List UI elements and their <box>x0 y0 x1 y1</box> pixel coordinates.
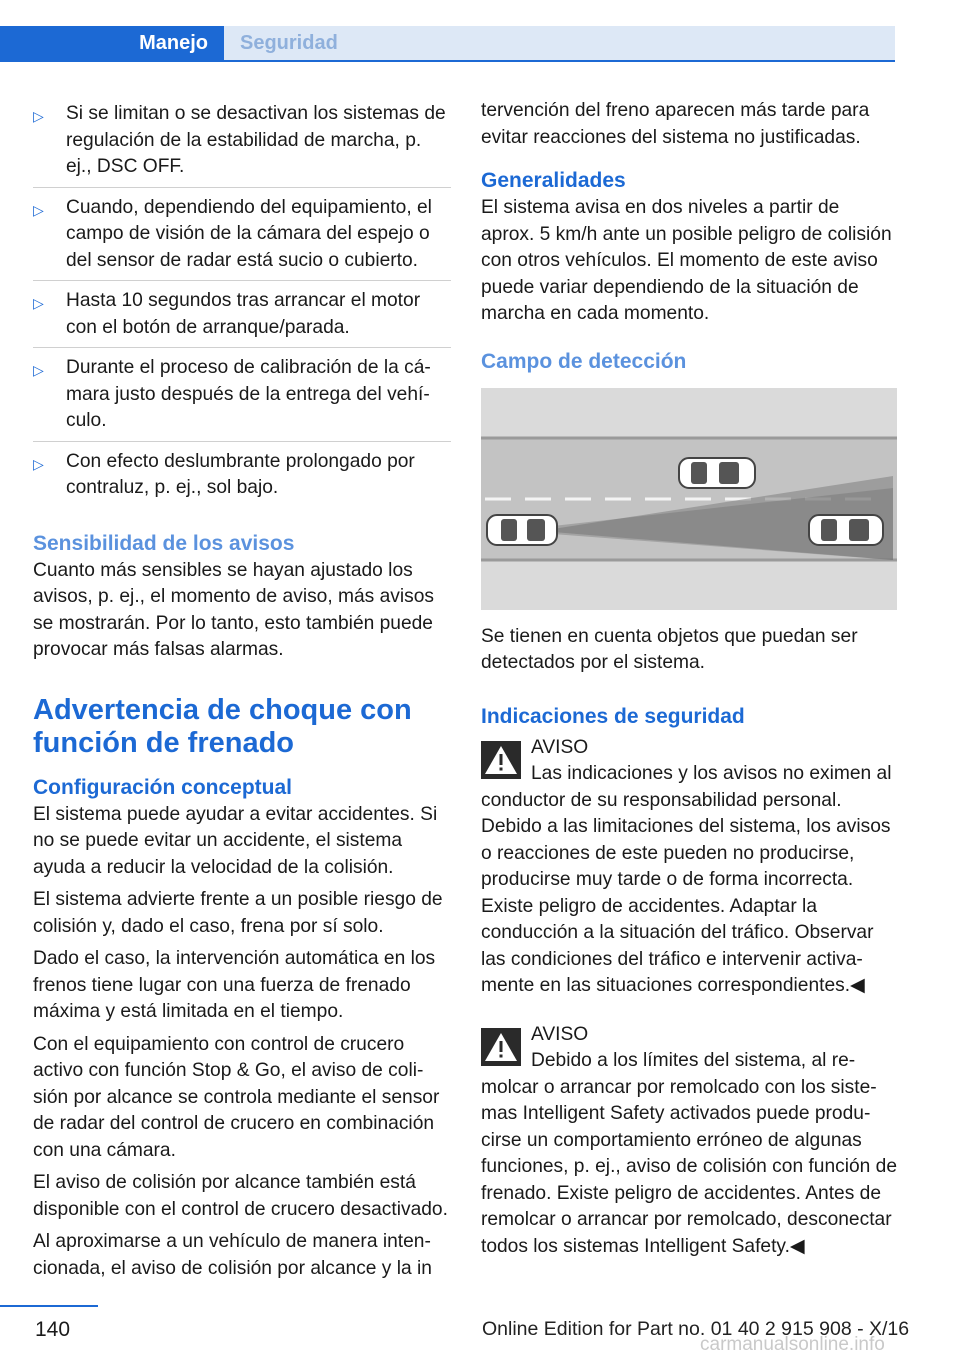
section-heading-configuracion: Configuración conceptual <box>33 775 293 799</box>
right-column <box>481 98 897 1260</box>
car-icon <box>487 515 557 545</box>
paragraph: Cuanto más sensibles se hayan ajustado los avisos, p. ej., el momento de aviso, más avisos se mostrarán. Por lo tanto, esto también puede provocar más falsas alarmas. <box>33 559 434 660</box>
warning-text <box>481 1048 897 1260</box>
left-column <box>33 98 451 1288</box>
watermark: carmanualsonline.info <box>700 1334 885 1355</box>
paragraph: tervención del freno aparecen más tarde para evitar reacciones del sistema no justificadas. <box>481 100 870 148</box>
paragraph: El sistema puede ayudar a evitar accidentes. Si no se puede evitar un accidente, el sistema ayuda a reducir la velocidad de la colisión. <box>33 803 438 878</box>
section-heading-campo: Campo de detección <box>481 349 687 373</box>
list-item-text: Hasta 10 segundos tras arrancar el motor con el botón de arranque/parada. <box>66 290 421 338</box>
list-item-text: Si se limitan o se desactivan los sistemas de regulación de la estabilidad de marcha, p. ej., DSC OFF. <box>66 103 446 177</box>
chapter-title: Advertencia de choque con función de frenado <box>33 693 412 759</box>
warning-block <box>481 1022 897 1261</box>
list-item-text: Cuando, dependiendo del equipamiento, el campo de visión de la cámara del espejo o del sensor de radar está sucio o cubierto. <box>66 196 432 271</box>
paragraph: El sistema advierte frente a un posible riesgo de colisión y, dado el caso, frena por sí solo. <box>33 889 443 937</box>
triangle-bullet-icon: ▷ <box>33 201 44 218</box>
list-item <box>33 352 451 442</box>
warning-text-content: Debido a los límites del sistema, al remolcar o arrancar por remolcado con los sistemas Intelligent Safety activados puede producirse un comportamiento erróneo de algunas funciones, p. ej., aviso de colisión con función de frenado. Existe peligro de accidentes. Antes de remolcar o arrancar por remolcado, desconectar todos los sistemas Intelligent Safety.◀ <box>481 1050 897 1257</box>
warning-text-content: Las indicaciones y los avisos no eximen al conductor de su responsabilidad personal. Debido a las limitaciones del sistema, los avisos o reacciones de este pueden no producirse, producirse muy tarde o de forma incorrecta. Existe peligro de accidentes. Adaptar la conducción a la situación del tráfico. Observar las condiciones del tráfico e intervenir activamente en las situaciones correspondientes.◀ <box>481 763 892 996</box>
edition-footer: Online Edition for Part no. 01 40 2 915 908 - X/16 <box>482 1318 910 1340</box>
page-number-rule <box>0 1305 98 1307</box>
list-item <box>33 98 451 188</box>
tab-manejo[interactable]: Manejo <box>0 26 224 60</box>
paragraph: Se tienen en cuenta objetos que puedan ser detectados por el sistema. <box>481 625 858 673</box>
car-icon <box>679 458 755 488</box>
triangle-bullet-icon: ▷ <box>33 362 44 378</box>
list-item-text: Durante el proceso de calibración de la cámara justo después de la entrega del vehículo. <box>66 357 431 431</box>
warning-block <box>481 735 897 1000</box>
header-tabs <box>0 26 895 62</box>
triangle-bullet-icon: ▷ <box>33 455 44 472</box>
paragraph: Al aproximarse a un vehículo de manera intencionada, el aviso de colisión por alcance y la in <box>33 1231 432 1279</box>
paragraph: Dado el caso, la intervención automática en los frenos tiene lugar con una fuerza de frenado máxima y está limitada en el tiempo. <box>33 948 436 1022</box>
triangle-bullet-icon: ▷ <box>33 295 44 311</box>
list-item <box>33 192 451 282</box>
paragraph: Con el equipamiento con control de crucero activo con función Stop & Go, el aviso de colisión por alcance se controla mediante el sensor de radar del control de crucero en combinación con una cámara. <box>33 1033 440 1161</box>
detection-field-illustration <box>481 388 897 610</box>
header-divider <box>0 60 895 62</box>
page-number: 140 <box>35 1318 71 1341</box>
list-item <box>33 446 451 508</box>
paragraph: El sistema avisa en dos niveles a partir de aprox. 5 km/h ante un posible peligro de colisión con otros vehículos. El momento de este aviso puede variar dependiendo de la situación de marcha en cada momento. <box>481 197 892 324</box>
car-icon <box>809 515 883 545</box>
warning-label: AVISO <box>531 1023 589 1045</box>
list-item <box>33 285 451 348</box>
section-heading-seguridad: Indicaciones de seguridad <box>481 704 745 728</box>
warning-text <box>481 761 897 1000</box>
tab-seguridad[interactable]: Seguridad <box>224 26 895 60</box>
warning-label: AVISO <box>531 736 589 758</box>
detection-field-diagram <box>481 388 897 610</box>
warning-triangle-icon <box>481 1028 521 1066</box>
section-heading-sensibilidad: Sensibilidad de los avisos <box>33 531 295 555</box>
warning-triangle-icon <box>481 741 521 779</box>
paragraph: El aviso de colisión por alcance también está disponible con el control de crucero desactivado. <box>33 1172 448 1220</box>
list-item-text: Con efecto deslumbrante prolongado por contraluz, p. ej., sol bajo. <box>66 450 415 498</box>
triangle-bullet-icon: ▷ <box>33 108 44 124</box>
section-heading-generalidades: Generalidades <box>481 169 626 192</box>
